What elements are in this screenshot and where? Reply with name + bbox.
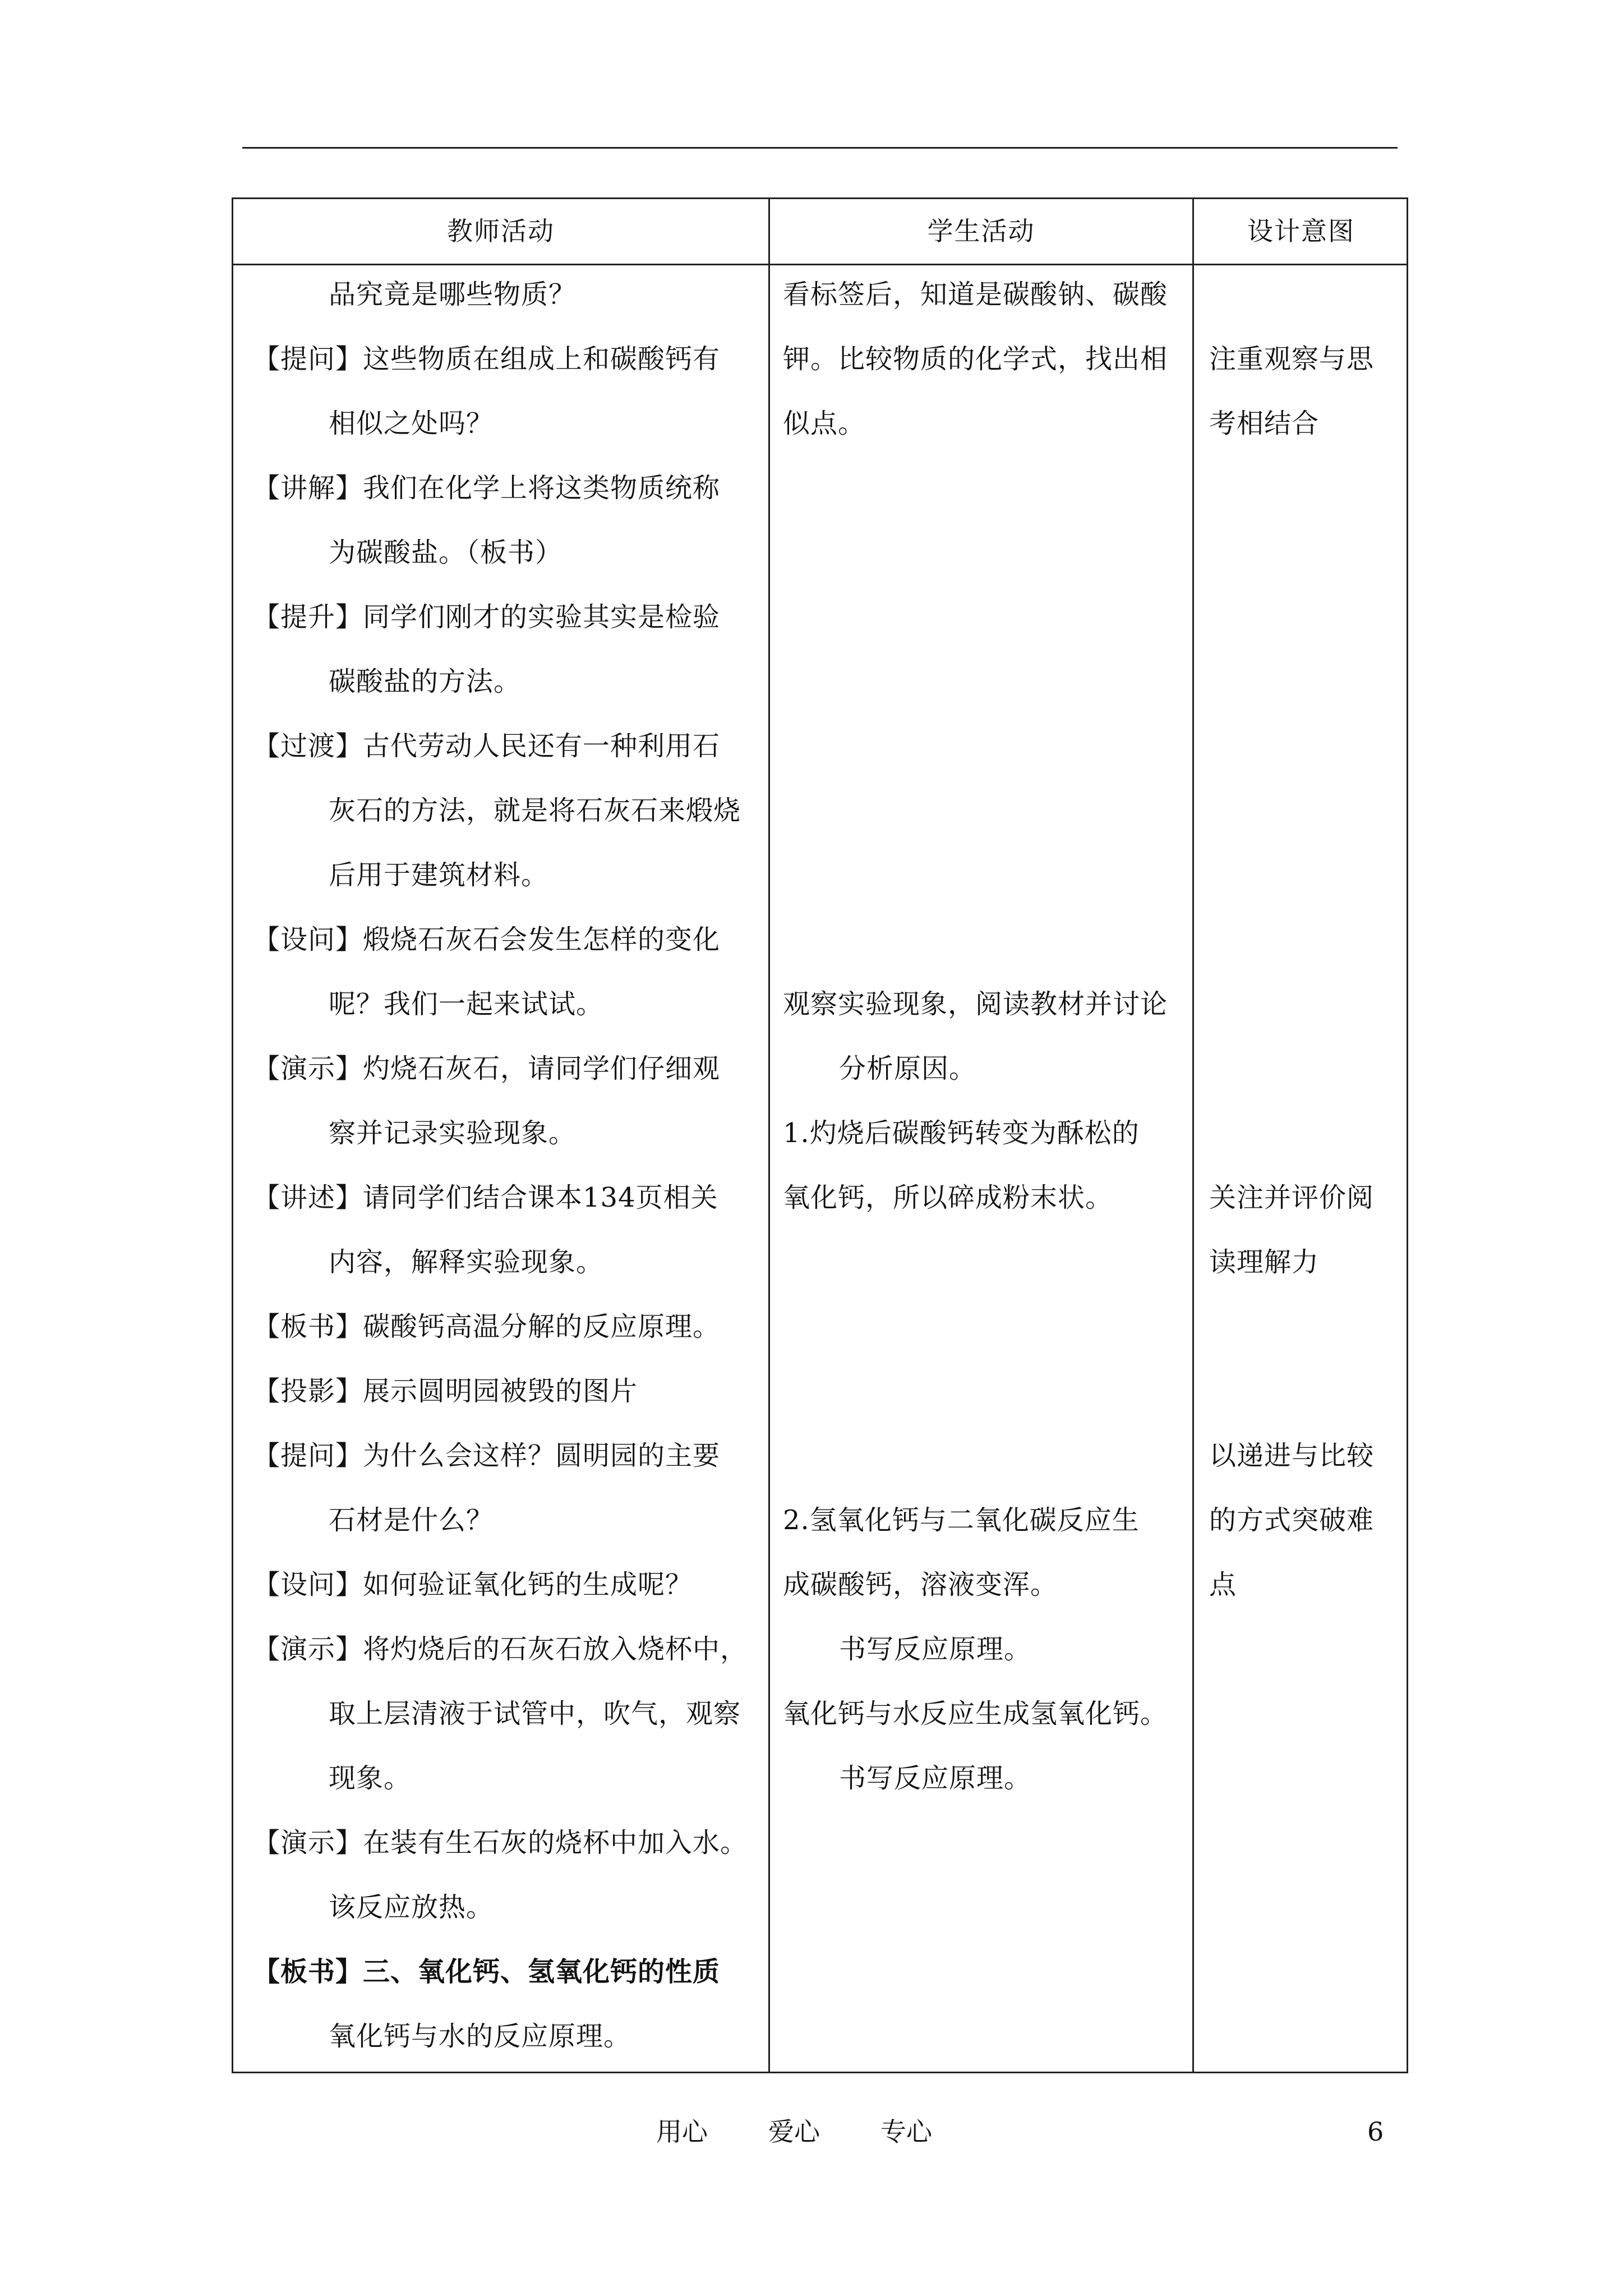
teacher-line: 【板书】碳酸钙高温分解的反应原理。	[253, 1311, 721, 1342]
intent-line: 以递进与比较	[1209, 1440, 1375, 1471]
intent-line: 的方式突破难	[1209, 1504, 1375, 1536]
student-line: 书写反应原理。	[839, 1763, 1032, 1794]
intent-line: 读理解力	[1209, 1246, 1320, 1278]
header-student-activity: 学生活动	[927, 216, 1035, 246]
teacher-line: 【提升】同学们刚才的实验其实是检验	[253, 601, 721, 633]
student-line: 钾。比较物质的化学式，找出相	[783, 343, 1168, 375]
teacher-line: 相似之处吗？	[329, 408, 494, 439]
teacher-line: 石材是什么？	[329, 1504, 494, 1536]
header-row-divider	[233, 264, 1407, 265]
teacher-line: 【讲解】我们在化学上将这类物质统称	[253, 472, 721, 504]
teacher-line: 【提问】这些物质在组成上和碳酸钙有	[253, 343, 721, 375]
teacher-line: 【讲述】请同学们结合课本134页相关	[253, 1182, 718, 1213]
teacher-line: 该反应放热。	[329, 1892, 494, 1923]
teacher-line: 品究竟是哪些物质？	[329, 279, 577, 310]
teacher-line: 灰石的方法，就是将石灰石来煅烧	[329, 795, 741, 826]
teacher-line: 内容，解释实验现象。	[329, 1246, 604, 1278]
teacher-line: 【设问】如何验证氧化钙的生成呢？	[253, 1569, 693, 1600]
student-line: 看标签后，知道是碳酸钠、碳酸	[783, 279, 1168, 310]
teacher-line: 【投影】展示圆明园被毁的图片	[253, 1375, 638, 1407]
intent-line: 关注并评价阅	[1209, 1182, 1375, 1213]
student-line: 观察实验现象，阅读教材并讨论	[783, 988, 1168, 1020]
lesson-plan-table	[232, 197, 1408, 2073]
intent-line: 注重观察与思	[1209, 343, 1375, 375]
teacher-line: 取上层清液于试管中，吹气，观察	[329, 1698, 741, 1729]
student-line: 分析原因。	[839, 1053, 977, 1084]
student-line: 书写反应原理。	[839, 1634, 1032, 1665]
teacher-line: 呢？我们一起来试试。	[329, 988, 604, 1020]
header-design-intent: 设计意图	[1247, 216, 1355, 246]
footer-motto: 爱心	[768, 2116, 820, 2147]
student-line: 成碳酸钙，溶液变浑。	[783, 1569, 1058, 1600]
teacher-line-board-heading: 【板书】三、氧化钙、氢氧化钙的性质	[253, 1956, 721, 1987]
teacher-line: 氧化钙与水的反应原理。	[329, 2021, 631, 2052]
page-number: 6	[1367, 2116, 1384, 2147]
footer-motto: 专心	[880, 2116, 932, 2147]
student-line: 1.灼烧后碳酸钙转变为酥松的	[783, 1117, 1140, 1149]
teacher-line: 【演示】将灼烧后的石灰石放入烧杯中，	[253, 1634, 748, 1665]
header-teacher-activity: 教师活动	[447, 216, 555, 246]
teacher-line: 【过渡】古代劳动人民还有一种利用石	[253, 730, 721, 762]
teacher-line: 【提问】为什么会这样？圆明园的主要	[253, 1440, 721, 1471]
student-line: 2.氢氧化钙与二氧化碳反应生	[783, 1504, 1140, 1536]
intent-line: 考相结合	[1209, 408, 1320, 439]
teacher-line: 【演示】在装有生石灰的烧杯中加入水。	[253, 1827, 748, 1858]
teacher-line: 【演示】灼烧石灰石，请同学们仔细观	[253, 1053, 721, 1084]
teacher-line: 碳酸盐的方法。	[329, 666, 522, 697]
header-rule	[242, 147, 1398, 149]
footer-motto: 用心	[656, 2116, 708, 2147]
teacher-line: 后用于建筑材料。	[329, 859, 549, 891]
teacher-line: 【设问】煅烧石灰石会发生怎样的变化	[253, 924, 721, 955]
teacher-line: 察并记录实验现象。	[329, 1117, 577, 1149]
teacher-line: 现象。	[329, 1763, 412, 1794]
column-divider	[1192, 199, 1194, 2072]
student-line: 似点。	[783, 408, 866, 439]
teacher-line: 为碳酸盐。（板书）	[329, 537, 563, 568]
student-line: 氧化钙，所以碎成粉末状。	[783, 1182, 1113, 1213]
intent-line: 点	[1209, 1569, 1237, 1600]
student-line: 氧化钙与水反应生成氢氧化钙。	[783, 1698, 1168, 1729]
column-divider	[768, 199, 770, 2072]
